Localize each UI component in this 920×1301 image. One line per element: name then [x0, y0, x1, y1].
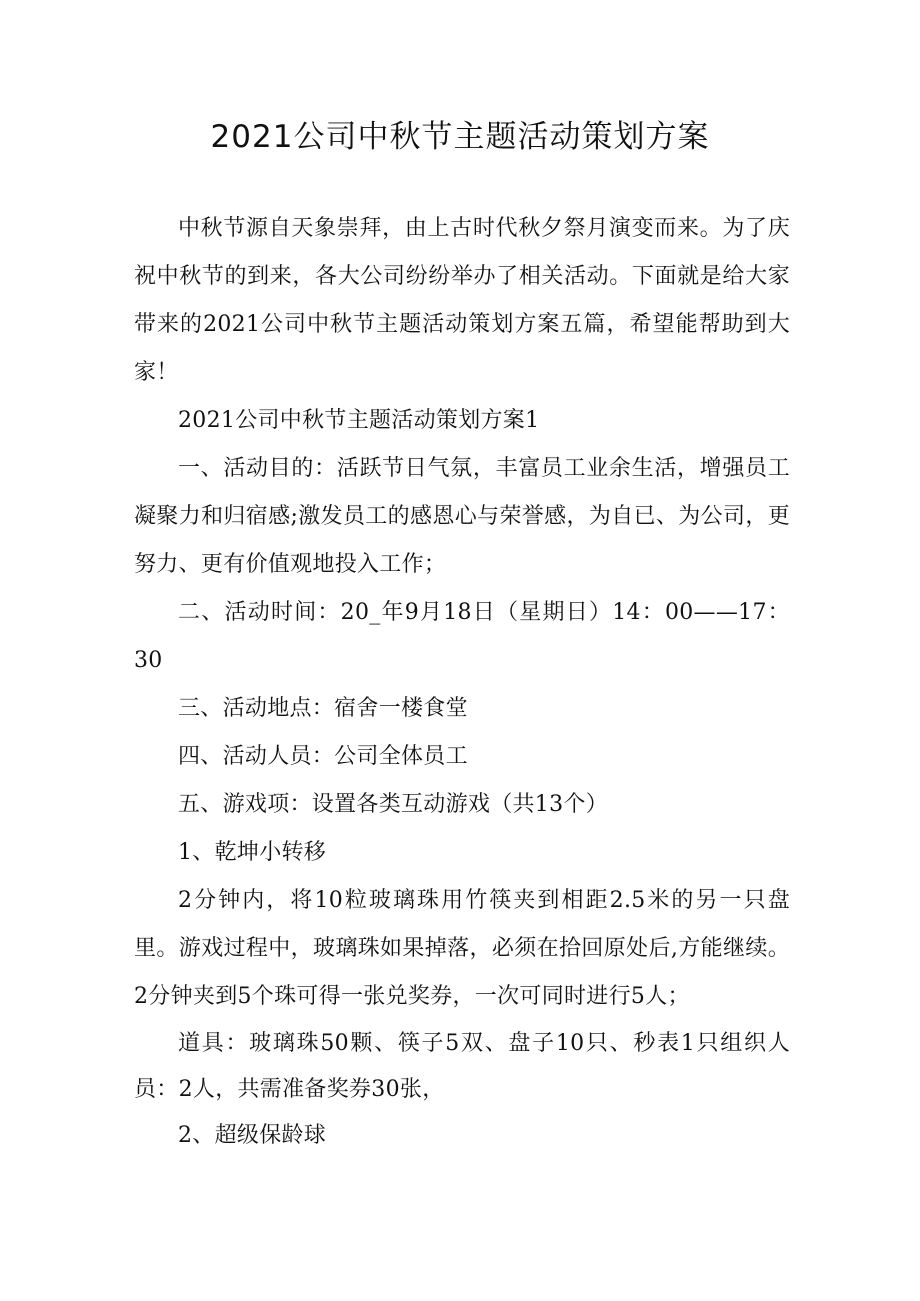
game-1-rules: 2分钟内，将10粒玻璃珠用竹筷夹到相距2.5米的另一只盘里。游戏过程中，玻璃珠如果掉落，必须在拾回原处后,方能继续。2分钟夹到5个珠可得一张兑奖券，一次可同时进行5人；	[134, 888, 790, 1009]
game-1-props: 道具：玻璃珠50颗、筷子5双、盘子10只、秒表1只组织人员：2人，共需准备奖券30张，	[134, 1031, 790, 1102]
game-1-title: 1、乾坤小转移	[178, 840, 327, 865]
section-heading: 2021公司中秋节主题活动策划方案1	[178, 408, 540, 433]
activity-purpose: 一、活动目的：活跃节日气氛，丰富员工业余生活，增强员工凝聚力和归宿感;激发员工的感恩心与荣誉感，为自已、为公司，更努力、更有价值观地投入工作；	[134, 456, 790, 577]
document-body	[134, 205, 790, 1159]
game-2-title: 2、超级保龄球	[178, 1123, 327, 1148]
activity-time: 二、活动时间：20_年9月18日（星期日）14：00——17：30	[134, 600, 790, 673]
activity-participants: 四、活动人员：公司全体员工	[178, 744, 468, 769]
intro-paragraph: 中秋节源自天象崇拜，由上古时代秋夕祭月演变而来。为了庆祝中秋节的到来，各大公司纷纷举办了相关活动。下面就是给大家带来的2021公司中秋节主题活动策划方案五篇，希望能帮助到大家！	[134, 216, 790, 385]
document-title: 2021公司中秋节主题活动策划方案	[210, 119, 710, 155]
activity-location: 三、活动地点：宿舍一楼食堂	[178, 696, 468, 721]
game-items: 五、游戏项：设置各类互动游戏（共13个）	[178, 792, 608, 817]
